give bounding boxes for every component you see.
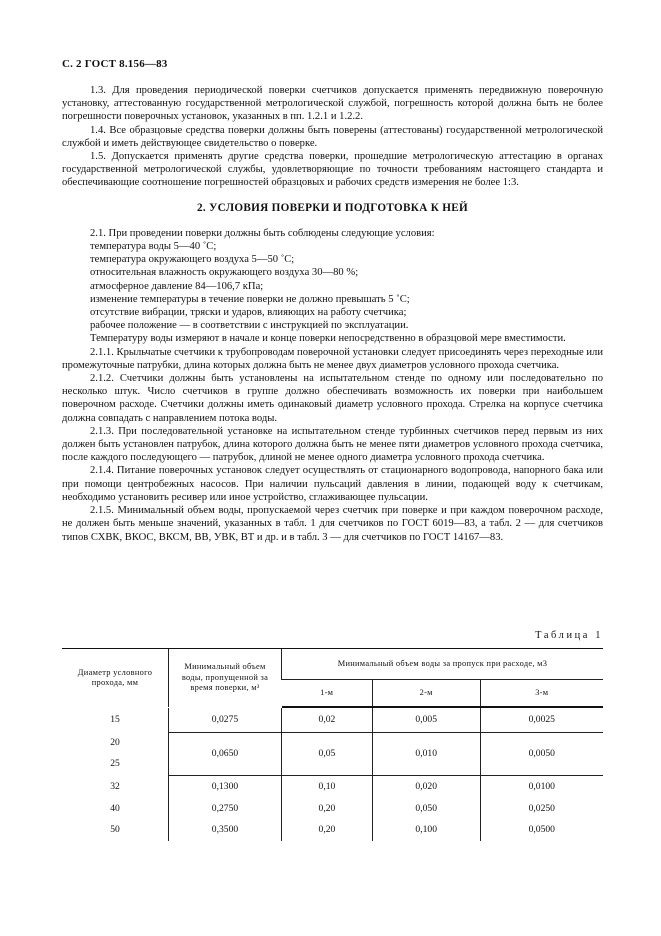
header-flow-2: 2-м <box>372 680 480 708</box>
header-min-volume: Минимальный объем воды, пропущенной за время поверки, м³ <box>169 649 282 708</box>
cell-flow-2: 0,020 <box>372 775 480 798</box>
cell-flow-2: 0,100 <box>372 819 480 841</box>
condition-item: температура воды 5—40 ˚С; <box>90 241 217 253</box>
cell-min-volume: 0,1300 <box>169 775 282 798</box>
table-row <box>62 732 603 753</box>
cell-flow-3: 0,0050 <box>480 732 603 775</box>
cell-diameter: 15 <box>110 714 120 725</box>
cell-flow-2: 0,010 <box>372 732 480 775</box>
cell-diameter: 50 <box>110 824 120 835</box>
conditions-note: Температуру воды измеряют в начале и конце поверки непосредственно в образцовой мере вместимости. <box>90 333 566 345</box>
cell-flow-1: 0,20 <box>282 798 373 819</box>
table-caption: Таблица 1 <box>535 630 603 641</box>
cell-diameter: 20 <box>110 736 120 748</box>
cell-flow-3: 0,0250 <box>480 798 603 819</box>
cell-flow-1: 0,05 <box>282 732 373 775</box>
cell-flow-2: 0,050 <box>372 798 480 819</box>
cell-flow-1: 0,10 <box>282 775 373 798</box>
header-diameter: Диаметр условного прохода, мм <box>62 649 169 708</box>
condition-item: температура окружающего воздуха 5—50 ˚С; <box>90 254 295 266</box>
cell-flow-3: 0,0100 <box>480 775 603 798</box>
paragraph-2-1-4: 2.1.4. Питание поверочных установок следует осуществлять от стационарного водопровода, напорного бака или при помощи центробежных насосов. При наличии пульсаций давления в линии, подающей воду к счетчикам, необходимо установить ресивер или иное устройство, сглаживающее пульсации. <box>62 465 603 503</box>
cell-diameter: 32 <box>110 780 120 792</box>
paragraph-2-1-3: 2.1.3. При последовательной установке на испытательном стенде турбинных счетчиков перед первым из них должен быть установлен патрубок, длина которого должна быть не менее пяти диаметров условного прохода счетчика, после каждого последующего — патрубок, длиной не менее одного диаметра условного прохода счетчика. <box>62 425 603 464</box>
paragraph-2-1-1: 2.1.1. Крыльчатые счетчики к трубопроводам поверочной установки следует присоединять через переходные или промежуточные патрубки, длина которых должна быть не менее двух диаметров условного прохода счетчика. <box>62 346 603 371</box>
condition-item: атмосферное давление 84—106,7 кПа; <box>90 280 264 292</box>
cell-min-volume: 0,3500 <box>169 819 282 841</box>
cell-diameter: 25 <box>110 758 120 769</box>
table-row <box>62 775 603 798</box>
condition-item: изменение температуры в течение поверки не должно превышать 5 ˚С; <box>90 293 410 305</box>
cell-flow-1: 0,02 <box>282 708 373 732</box>
table-row <box>62 798 603 819</box>
table-row <box>62 708 603 732</box>
cell-min-volume: 0,0275 <box>169 708 282 732</box>
conditions-intro: 2.1. При проведении поверки должны быть соблюдены следующие условия: <box>90 227 435 239</box>
paragraph-2-1-5: 2.1.5. Минимальный объем воды, пропускаемой через счетчик при поверке и при каждом поверочном расходе, не должен быть меньше значений, указанных в табл. 1 для счетчиков по ГОСТ 6019—83, а табл. 2 — для счетчиков типов СХВК, ВКОС, ВКСМ, ВВ, УВК, ВТ и др. и в табл. 3 — для счетчиков по ГОСТ 14167—83. <box>62 505 603 543</box>
page-header: С. 2 ГОСТ 8.156—83 <box>62 58 168 70</box>
cell-flow-1: 0,20 <box>282 819 373 841</box>
paragraph-1-5: 1.5. Допускается применять другие средства поверки, прошедшие метрологическую аттестацию в органах государственной метрологической службы, удовлетворяющие по точности требованиям настоящего стандарта и обеспечивающие соотношение погрешностей образцовых и рабочих средств измерения не более 1:3. <box>62 151 603 189</box>
paragraph-1-3: 1.3. Для проведения периодической поверки счетчиков допускается применять передвижную поверочную установку, аттестованную государственной метрологической службой, погрешность которой должна быть не более погрешности поверочных установок, указанных в пп. 1.2.1 и 1.2.2. <box>62 85 603 123</box>
cell-flow-3: 0,0500 <box>480 819 603 841</box>
condition-item: относительная влажность окружающего воздуха 30—80 %; <box>90 267 359 279</box>
header-per-flow: Минимальный объем воды за пропуск при расходе, м3 <box>282 649 604 680</box>
document-body <box>62 84 603 544</box>
cell-min-volume: 0,2750 <box>169 798 282 819</box>
paragraph-1-4: 1.4. Все образцовые средства поверки должны быть поверены (аттестованы) государственной метрологической службой и иметь действующее свидетельство о поверке. <box>62 124 603 149</box>
condition-item: отсутствие вибрации, тряски и ударов, влияющих на работу счетчика; <box>90 307 407 319</box>
header-flow-1: 1-м <box>282 680 373 708</box>
paragraph-2-1-2: 2.1.2. Счетчики должны быть установлены на испытательном стенде по одному или последовательно по несколько штук. Число счетчиков в группе должно обеспечивать возможность их поверки при наибольшем поверочном расходе. Счетчики должны иметь одинаковый диаметр условного прохода. Стрелка на корпусе счетчика должна совпадать с направлением потока воды. <box>62 373 603 424</box>
cell-min-volume: 0,0650 <box>169 732 282 775</box>
section-heading: 2. УСЛОВИЯ ПОВЕРКИ И ПОДГОТОВКА К НЕЙ <box>197 201 468 214</box>
table-1 <box>62 648 603 841</box>
cell-flow-2: 0,005 <box>372 708 480 732</box>
cell-flow-3: 0,0025 <box>480 708 603 732</box>
condition-item: рабочее положение — в соответствии с инструкцией по эксплуатации. <box>90 320 409 332</box>
table-row <box>62 819 603 841</box>
header-flow-3: 3-м <box>480 680 603 708</box>
cell-diameter: 40 <box>110 802 120 814</box>
